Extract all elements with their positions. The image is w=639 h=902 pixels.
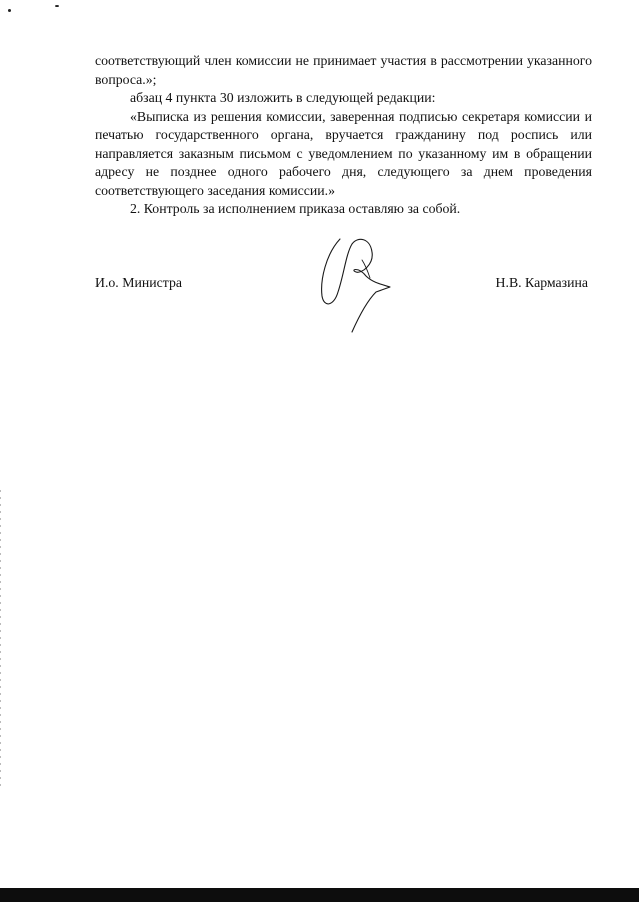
signatory-name: Н.В. Кармазина <box>495 275 588 290</box>
paragraph-amendment-intro: абзац 4 пункта 30 изложить в следующей редакции: <box>130 90 436 105</box>
document-body <box>95 52 592 219</box>
scan-edge-artifact <box>0 490 1 790</box>
paragraph-amendment-text: «Выписка из решения комиссии, заверенная подписью секретаря комиссии и печатью государственного органа, вручается гражданину под роспись или направляется заказным письмом с уведомлением по указанному им в обращении адресу не позднее одного рабочего дня, следующего за днем проведения соответствующего заседания комиссии.» <box>95 108 592 198</box>
signatory-title: И.о. Министра <box>95 275 182 290</box>
scan-speck <box>55 5 59 7</box>
scan-bottom-border <box>0 888 639 902</box>
paragraph-continuation: соответствующий член комиссии не принимает участия в рассмотрении указанного вопроса.»; <box>95 53 592 87</box>
paragraph-control-clause: 2. Контроль за исполнением приказа оставляю за собой. <box>130 201 461 216</box>
handwritten-signature <box>318 232 398 337</box>
scan-speck <box>8 9 11 12</box>
